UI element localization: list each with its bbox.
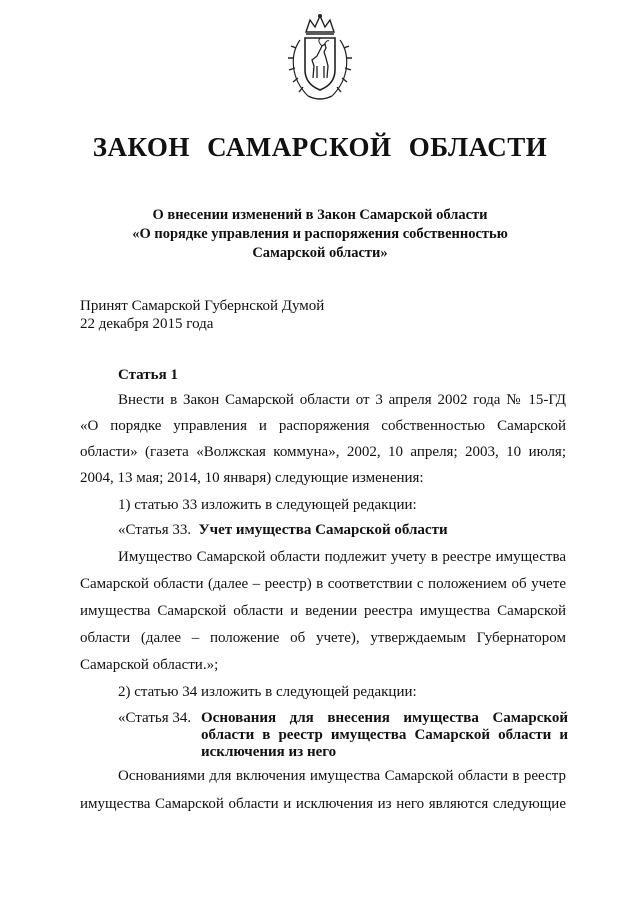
paragraph-line: Внести в Закон Самарской области от 3 апреля 2002 года № 15-ГД [118, 392, 566, 408]
subtitle-line: Самарской области» [252, 245, 388, 261]
subtitle-line: О внесении изменений в Закон Самарской области [152, 207, 488, 223]
paragraph-line: «О порядке управления и распоряжения собственностью Самарской [80, 418, 566, 434]
adoption-note [80, 297, 324, 333]
article-34-label: «Статья 34. [118, 710, 192, 726]
article-34-title [201, 710, 568, 761]
adoption-date: 22 декабря 2015 года [80, 316, 214, 332]
item-2: 2) статью 34 изложить в следующей редакции: [118, 684, 417, 700]
paragraph-line: 2004, 13 мая; 2014, 10 января) следующие изменения: [80, 470, 424, 486]
paragraph-line: имущества Самарской области и исключения из него являются следующие [80, 796, 566, 812]
document-title: ЗАКОН САМАРСКОЙ ОБЛАСТИ [92, 132, 548, 162]
paragraph-line: Самарской области (далее – реестр) в соответствии с положением об учете [80, 576, 566, 592]
samara-coat-of-arms-icon [284, 12, 356, 104]
title-line: Основания для внесения имущества Самарской [201, 710, 568, 726]
paragraph-line: Основаниями для включения имущества Самарской области в реестр [118, 768, 566, 784]
article-1-heading: Статья 1 [118, 367, 178, 383]
item-1: 1) статью 33 изложить в следующей редакции: [118, 497, 417, 513]
subtitle-line: «О порядке управления и распоряжения собственностью [132, 226, 508, 242]
title-line: исключения из него [201, 744, 337, 760]
article-33-title: Учет имущества Самарской области [198, 522, 448, 538]
paragraph-line: области» (газета «Волжская коммуна», 2002, 10 апреля; 2003, 10 июля; [80, 444, 566, 460]
paragraph-line: имущества Самарской области и ведении реестра имущества Самарской [80, 603, 566, 619]
paragraph-line: области (далее – положение об учете), утверждаемым Губернатором [80, 630, 566, 646]
document-subtitle [80, 206, 560, 263]
article-33-header [118, 522, 448, 539]
article-33-label: «Статья 33. [118, 522, 192, 538]
adoption-line: Принят Самарской Губернской Думой [80, 298, 325, 314]
paragraph-line: Имущество Самарской области подлежит учету в реестре имущества [118, 549, 566, 565]
paragraph-line: Самарской области.»; [80, 657, 219, 673]
title-line: области в реестр имущества Самарской области и [201, 727, 568, 743]
